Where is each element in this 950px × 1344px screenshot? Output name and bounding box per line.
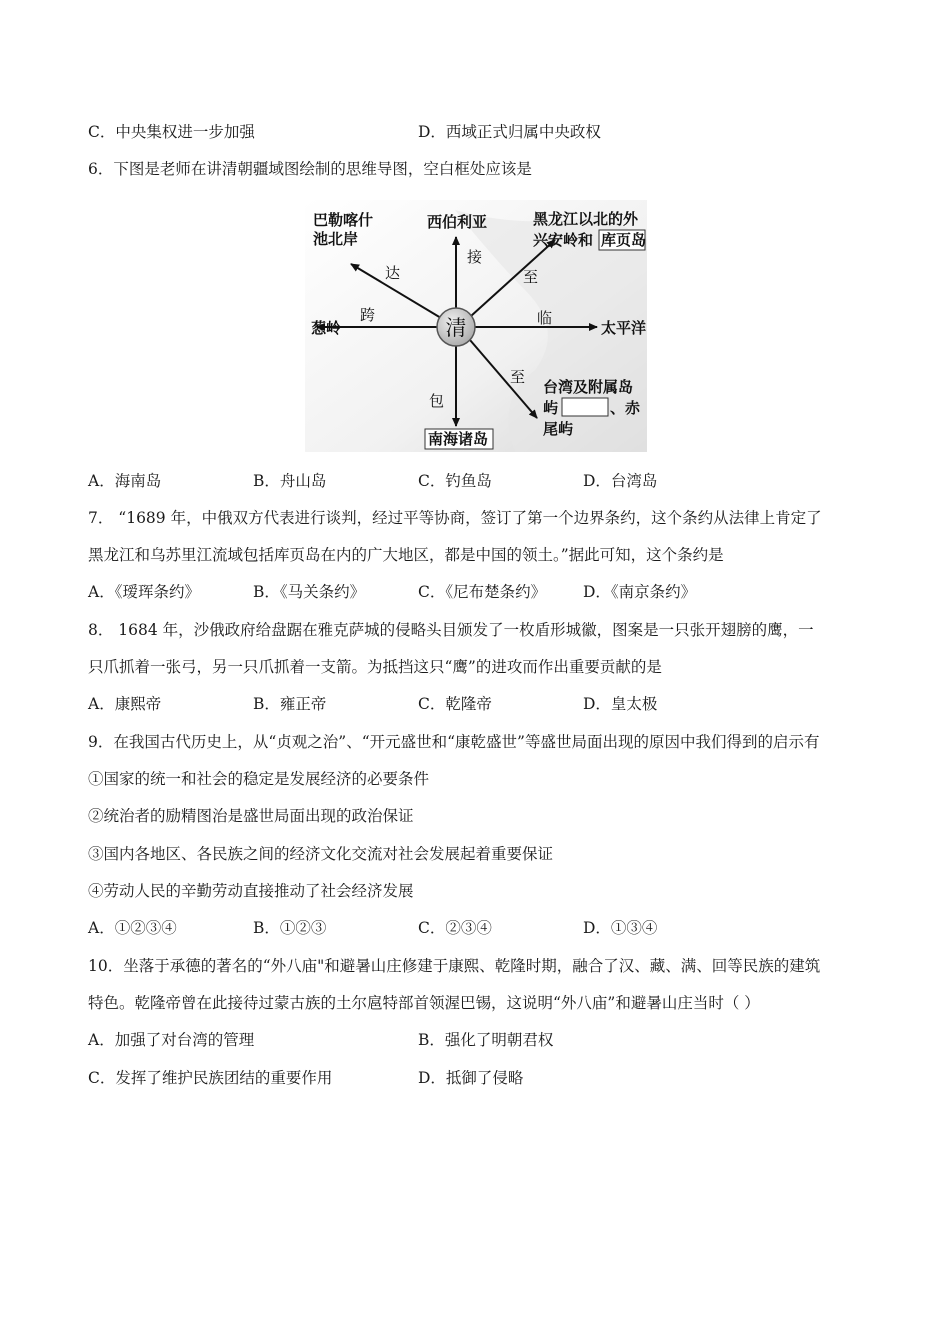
q9-item-4: ④劳动人民的辛勤劳动直接推动了社会经济发展 xyxy=(88,882,414,900)
verb-nw: 达 xyxy=(385,264,401,282)
q7-option-a: A．《瑷珲条约》 xyxy=(88,583,200,601)
q8-option-a: A．康熙帝 xyxy=(88,695,162,713)
label-balkhash-1: 巴勒喀什 xyxy=(313,211,374,229)
center-label: 清 xyxy=(445,316,467,340)
q7-stem-line-2: 黑龙江和乌苏里江流域包括库页岛在内的广大地区，都是中国的领土。”据此可知，这个条约是 xyxy=(88,546,724,564)
q9-option-a: A．①②③④ xyxy=(88,919,177,937)
label-kuye-island: 库页岛 xyxy=(601,231,647,249)
q9-option-d: D．①③④ xyxy=(583,919,658,937)
label-taiwan-3: 尾屿 xyxy=(543,420,574,438)
q7-option-b: B．《马关条约》 xyxy=(253,583,366,601)
q7-option-c: C．《尼布楚条约》 xyxy=(418,583,547,601)
q9-stem: 9．在我国古代历史上，从“贞观之治”、“开元盛世和“康乾盛世”等盛世局面出现的原因中我们得到的启示有 xyxy=(88,733,820,751)
q8-stem-line-2: 只爪抓着一张弓，另一只爪抓着一支箭。为抵挡这只“鹰”的进攻而作出重要贡献的是 xyxy=(88,658,662,676)
label-taiwan-2b: 、赤 xyxy=(610,399,641,417)
blank-answer-box xyxy=(562,398,608,416)
q6-mind-map-figure xyxy=(305,200,647,452)
verb-s: 包 xyxy=(429,392,445,410)
verb-e: 临 xyxy=(537,309,553,327)
q6-stem: 6．下图是老师在讲清朝疆域图绘制的思维导图，空白框处应该是 xyxy=(88,160,532,178)
verb-n: 接 xyxy=(467,248,483,266)
label-taiwan-1: 台湾及附属岛 xyxy=(543,378,634,396)
q10-stem-line-1: 10．坐落于承德的著名的“外八庙"和避暑山庄修建于康熙、乾隆时期，融合了汉、藏、满、回等民族的建筑 xyxy=(88,957,821,975)
verb-se: 至 xyxy=(510,368,526,386)
q7-stem-line-1: 7． “1689 年，中俄双方代表进行谈判，经过平等协商，签订了第一个边界条约，这个条约从法律上肯定了 xyxy=(88,509,822,527)
label-south-sea-islands: 南海诸岛 xyxy=(428,430,489,448)
label-siberia: 西伯利亚 xyxy=(427,213,488,231)
q5-option-d: D．西域正式归属中央政权 xyxy=(418,123,601,141)
q6-option-b: B．舟山岛 xyxy=(253,472,327,490)
q5-option-c: C．中央集权进一步加强 xyxy=(88,123,255,141)
q9-item-1: ①国家的统一和社会的稳定是发展经济的必要条件 xyxy=(88,770,430,788)
label-taiwan-2: 屿 xyxy=(543,399,559,417)
q10-option-c: C．发挥了维护民族团结的重要作用 xyxy=(88,1069,333,1087)
q10-option-d: D．抵御了侵略 xyxy=(418,1069,524,1087)
verb-w: 跨 xyxy=(360,306,376,324)
label-heilongjiang-1: 黑龙江以北的外 xyxy=(533,210,639,228)
q10-option-b: B．强化了明朝君权 xyxy=(418,1031,554,1049)
q8-option-d: D．皇太极 xyxy=(583,695,658,713)
q9-option-b: B．①②③ xyxy=(253,919,327,937)
q10-stem-line-2: 特色。乾隆帝曾在此接待过蒙古族的土尔扈特部首领渥巴锡，这说明“外八庙”和避暑山庄当时（ ） xyxy=(88,994,760,1012)
q8-option-b: B．雍正帝 xyxy=(253,695,327,713)
verb-ne: 至 xyxy=(523,268,539,286)
q9-item-3: ③国内各地区、各民族之间的经济文化交流对社会发展起着重要保证 xyxy=(88,845,554,863)
q9-item-2: ②统治者的励精图治是盛世局面出现的政治保证 xyxy=(88,807,414,825)
q6-option-c: C．钓鱼岛 xyxy=(418,472,492,490)
q8-option-c: C．乾隆帝 xyxy=(418,695,492,713)
q6-option-a: A．海南岛 xyxy=(88,472,162,490)
label-pacific: 太平洋 xyxy=(601,319,647,337)
label-pamir: 葱岭 xyxy=(311,319,342,337)
q7-option-d: D．《南京条约》 xyxy=(583,583,697,601)
q8-stem-line-1: 8． 1684 年，沙俄政府给盘踞在雅克萨城的侵略头目颁发了一枚盾形城徽，图案是一只张开翅膀的鹰，一 xyxy=(88,621,814,639)
q9-option-c: C．②③④ xyxy=(418,919,492,937)
q6-option-d: D．台湾岛 xyxy=(583,472,658,490)
label-balkhash-2: 池北岸 xyxy=(313,230,359,248)
label-heilongjiang-2: 兴安岭和 xyxy=(533,231,594,249)
q10-option-a: A．加强了对台湾的管理 xyxy=(88,1031,255,1049)
